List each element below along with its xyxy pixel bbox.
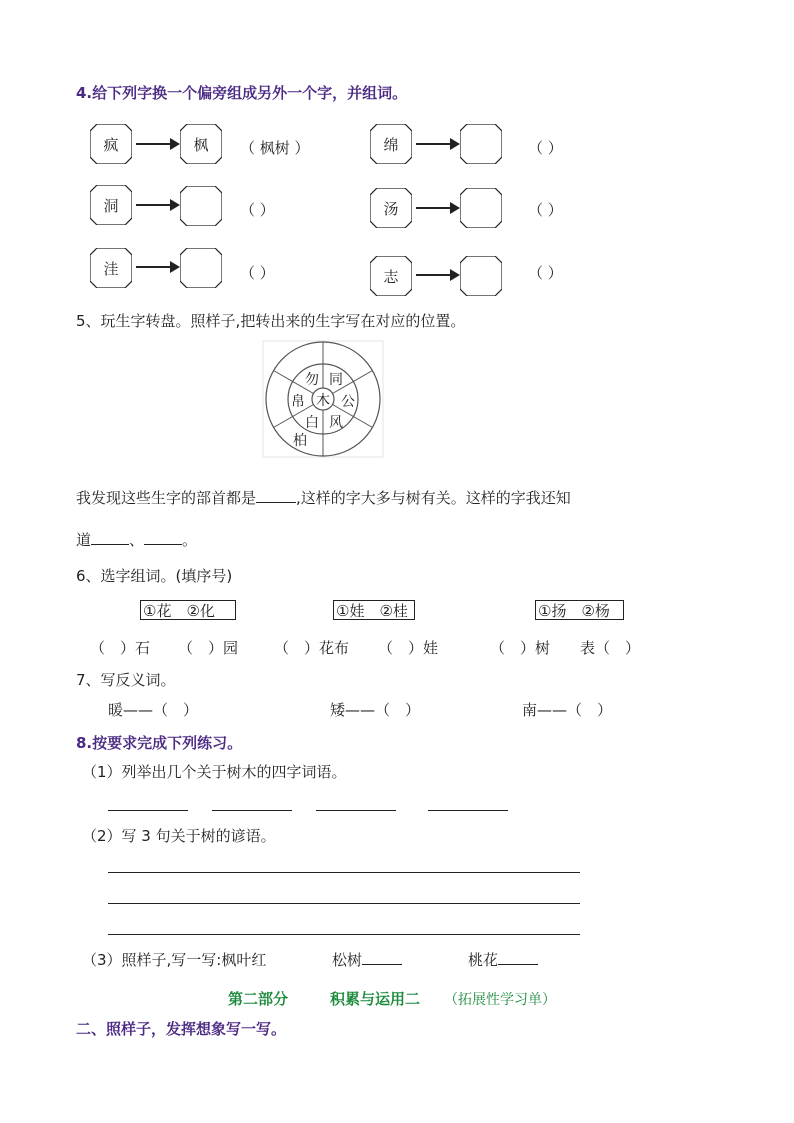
word-answer[interactable]: （ ） — [240, 201, 275, 219]
arrow-icon — [136, 266, 178, 268]
char-box-source — [90, 248, 132, 288]
q5-text: 。 — [182, 531, 198, 549]
q5-text: 、 — [129, 531, 145, 549]
arrow-icon — [136, 143, 178, 145]
wheel-char: 风 — [329, 415, 343, 431]
char-box-target[interactable] — [460, 124, 502, 164]
q5-line2 — [76, 530, 197, 550]
source-char: 洼 — [103, 259, 119, 278]
word-answer[interactable]: （ ） — [528, 139, 563, 157]
option-box: ①花 ②化 — [140, 600, 236, 620]
antonym-item[interactable]: 矮——（ ） — [330, 701, 421, 719]
wheel-center-char: 木 — [316, 393, 330, 409]
section2-title: 二、照样子，发挥想象写一写。 — [76, 1020, 287, 1038]
q5-title: 5、玩生字转盘。照样子,把转出来的生字写在对应的位置。 — [76, 312, 466, 330]
q7-title: 7、写反义词。 — [76, 671, 176, 689]
target-char — [460, 188, 502, 228]
q8-sub3-item — [468, 950, 538, 970]
character-wheel — [262, 340, 384, 458]
char-box-source — [370, 124, 412, 164]
q8-text: 桃花 — [468, 951, 499, 969]
wheel-char: 帛 — [291, 394, 305, 410]
antonym-item[interactable]: 南——（ ） — [522, 701, 613, 719]
char-box-target[interactable] — [460, 188, 502, 228]
wheel-char-outer: 柏 — [293, 433, 307, 449]
q8-sub3-item — [332, 950, 402, 970]
char-box-target[interactable] — [180, 248, 222, 288]
char-box-target[interactable] — [180, 186, 222, 226]
part2-title: 积累与运用二 — [330, 990, 421, 1008]
arrow-icon — [416, 143, 458, 145]
answer-line[interactable] — [108, 903, 580, 904]
target-char — [180, 186, 222, 226]
answer-line[interactable] — [108, 872, 580, 873]
wheel-char: 白 — [305, 415, 319, 431]
arrow-icon — [136, 204, 178, 206]
blank-char[interactable] — [144, 530, 182, 545]
q6-item[interactable]: （ ）树 — [490, 639, 551, 657]
q6-item[interactable]: （ ）石 — [90, 639, 151, 657]
arrow-icon — [416, 207, 458, 209]
char-box-source — [90, 185, 132, 225]
q4-title: 4.给下列字换一个偏旁组成另外一个字，并组词。 — [76, 84, 408, 102]
target-char — [180, 248, 222, 288]
word-answer[interactable]: （ ） — [240, 264, 275, 282]
q6-item[interactable]: （ ）花布 — [274, 639, 350, 657]
q8-text: （3）照样子,写一写:枫叶红 — [82, 951, 267, 969]
part2-label: 第二部分 — [228, 990, 289, 1008]
q6-title: 6、选字组词。(填序号) — [76, 567, 233, 585]
source-char: 疯 — [103, 135, 119, 154]
char-box-source — [370, 188, 412, 228]
q6-item[interactable]: （ ）园 — [178, 639, 239, 657]
q5-text: 道 — [76, 531, 92, 549]
source-char: 志 — [383, 267, 399, 286]
q5-text: ,这样的字大多与树有关。这样的字我还知 — [296, 489, 571, 507]
source-char: 汤 — [383, 199, 399, 218]
blank-radical[interactable] — [256, 488, 296, 503]
q6-item[interactable]: （ ）娃 — [378, 639, 439, 657]
char-box-source — [370, 256, 412, 296]
q8-sub1: （1）列举出几个关于树木的四字词语。 — [82, 763, 347, 781]
target-char: 枫 — [193, 135, 209, 154]
answer-line[interactable] — [108, 810, 188, 811]
part2-subtitle: （拓展性学习单） — [444, 992, 556, 1008]
wheel-char: 公 — [341, 394, 355, 410]
blank-char[interactable] — [91, 530, 129, 545]
target-char — [460, 256, 502, 296]
source-char: 绵 — [383, 135, 399, 154]
q8-sub2: （2）写 3 句关于树的谚语。 — [82, 827, 276, 845]
target-char — [460, 124, 502, 164]
wheel-char: 同 — [329, 372, 343, 388]
answer-line[interactable] — [212, 810, 292, 811]
answer-line[interactable] — [316, 810, 396, 811]
word-answer[interactable]: （ 枫树 ） — [240, 139, 310, 157]
wheel-char: 勿 — [305, 372, 319, 388]
arrow-icon — [416, 274, 458, 276]
char-box-target[interactable] — [460, 256, 502, 296]
option-box: ①扬 ②杨 — [535, 600, 624, 620]
char-box-target[interactable] — [180, 124, 222, 164]
char-box-source — [90, 124, 132, 164]
q5-line1 — [76, 488, 571, 508]
q6-item[interactable]: 表（ ） — [580, 639, 641, 657]
q5-text: 我发现这些生字的部首都是 — [76, 489, 257, 507]
antonym-item[interactable]: 暖——（ ） — [108, 701, 199, 719]
answer-line[interactable] — [428, 810, 508, 811]
word-answer[interactable]: （ ） — [528, 264, 563, 282]
option-box: ①娃 ②桂 — [333, 600, 415, 620]
blank-word[interactable] — [498, 950, 538, 965]
answer-line[interactable] — [108, 934, 580, 935]
blank-word[interactable] — [362, 950, 402, 965]
q8-text: 松树 — [332, 951, 363, 969]
word-answer[interactable]: （ ） — [528, 201, 563, 219]
q8-sub3 — [82, 950, 266, 970]
source-char: 洞 — [103, 196, 119, 215]
q8-title: 8.按要求完成下列练习。 — [76, 734, 243, 752]
